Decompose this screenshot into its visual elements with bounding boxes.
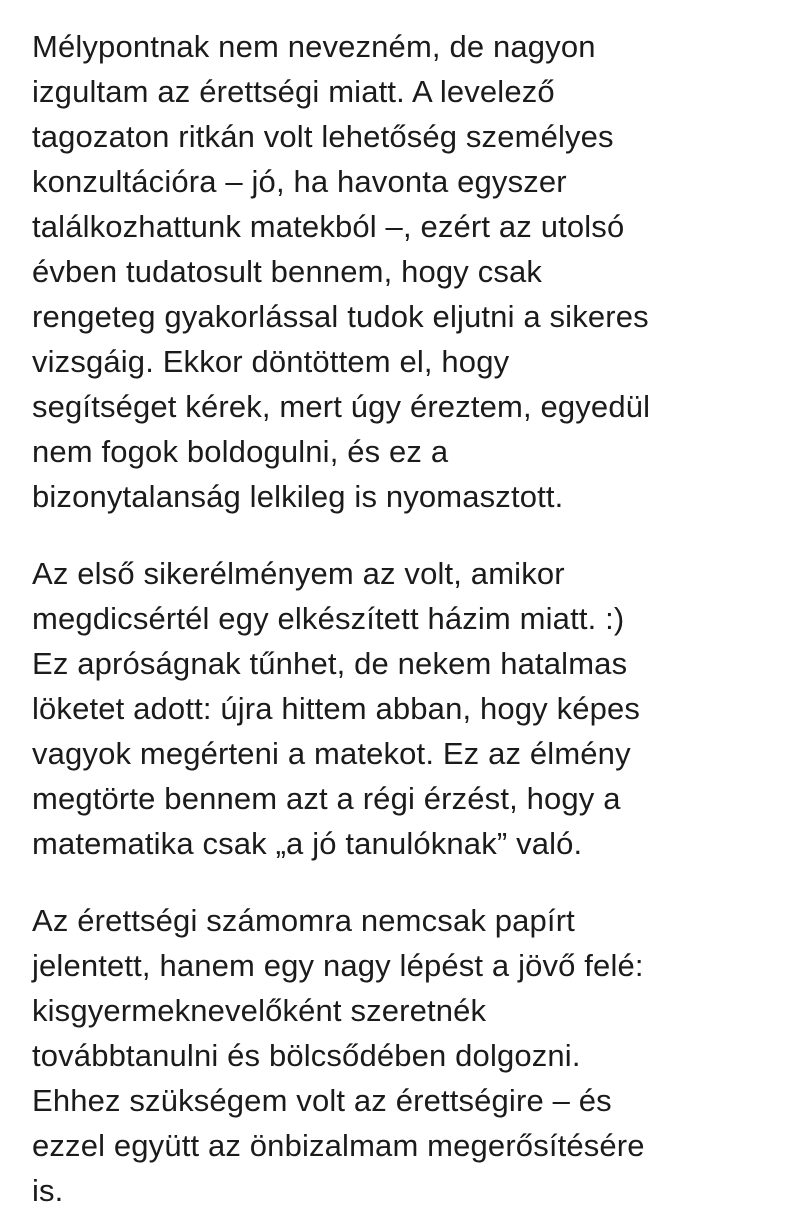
text-line: kisgyermeknevelőként szeretnék: [32, 993, 487, 1028]
text-line: Az érettségi számomra nemcsak papírt: [32, 903, 575, 938]
text-line: Ehhez szükségem volt az érettségire – és: [32, 1083, 612, 1118]
message-paragraph-3: [32, 898, 802, 1213]
message-paragraph-1: [32, 24, 802, 519]
message-body: [32, 24, 802, 1213]
text-line: megtörte bennem azt a régi érzést, hogy a: [32, 781, 621, 816]
text-line: megdicsértél egy elkészített házim miatt. :): [32, 601, 625, 636]
text-line: Ez apróságnak tűnhet, de nekem hatalmas: [32, 646, 628, 681]
text-line: nem fogok boldogulni, és ez a: [32, 434, 449, 469]
text-line: találkozhattunk matekból –, ezért az utolsó: [32, 209, 625, 244]
message-paragraph-2: [32, 551, 802, 866]
text-line: is.: [32, 1173, 64, 1208]
text-line: vizsgáig. Ekkor döntöttem el, hogy: [32, 344, 510, 379]
text-line: továbbtanulni és bölcsődében dolgozni.: [32, 1038, 581, 1073]
text-line: évben tudatosult bennem, hogy csak: [32, 254, 543, 289]
text-line: rengeteg gyakorlással tudok eljutni a sikeres: [32, 299, 649, 334]
text-line: konzultációra – jó, ha havonta egyszer: [32, 164, 567, 199]
text-line: vagyok megérteni a matekot. Ez az élmény: [32, 736, 631, 771]
text-line: ezzel együtt az önbizalmam megerősítésére: [32, 1128, 645, 1163]
text-line: Az első sikerélményem az volt, amikor: [32, 556, 565, 591]
text-line: jelentett, hanem egy nagy lépést a jövő felé:: [32, 948, 644, 983]
text-line: segítséget kérek, mert úgy éreztem, egyedül: [32, 389, 651, 424]
text-line: bizonytalanság lelkileg is nyomasztott.: [32, 479, 564, 514]
text-line: matematika csak „a jó tanulóknak” való.: [32, 826, 583, 861]
text-line: Mélypontnak nem nevezném, de nagyon: [32, 29, 596, 64]
text-line: izgultam az érettségi miatt. A levelező: [32, 74, 555, 109]
text-line: tagozaton ritkán volt lehetőség személyes: [32, 119, 614, 154]
text-line: löketet adott: újra hittem abban, hogy képes: [32, 691, 641, 726]
